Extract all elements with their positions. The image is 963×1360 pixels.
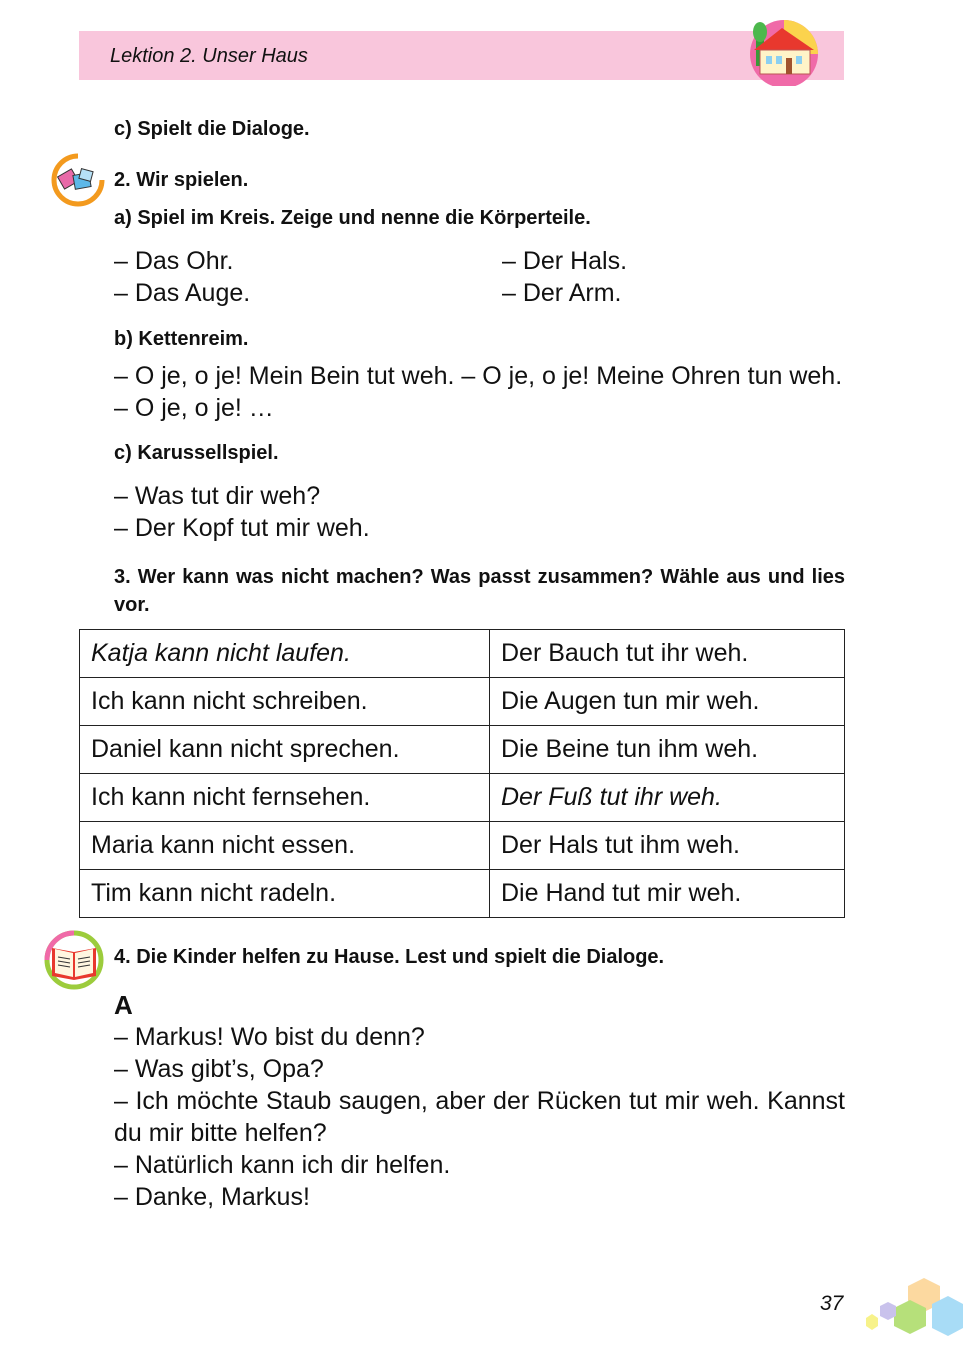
table-cell-right: Der Hals tut ihm weh. bbox=[490, 822, 845, 870]
table-cell-right: Der Fuß tut ihr weh. bbox=[490, 774, 845, 822]
table-cell-left: Daniel kann nicht sprechen. bbox=[80, 726, 490, 774]
table-cell-right: Die Augen tun mir weh. bbox=[490, 678, 845, 726]
task2-a-left-2: – Das Auge. bbox=[114, 279, 251, 307]
house-icon bbox=[742, 14, 822, 86]
task2-a-title: a) Spiel im Kreis. Zeige und nenne die Körperteile. bbox=[114, 207, 591, 229]
page-number: 37 bbox=[820, 1292, 844, 1315]
table-row bbox=[80, 870, 845, 918]
table-cell-left: Ich kann nicht schreiben. bbox=[80, 678, 490, 726]
table-cell-left: Maria kann nicht essen. bbox=[80, 822, 490, 870]
task2-c-line-1: – Was tut dir weh? bbox=[114, 482, 321, 510]
table-row bbox=[80, 822, 845, 870]
table-cell-right: Der Bauch tut ihr weh. bbox=[490, 630, 845, 678]
task2-b-title: b) Kettenreim. bbox=[114, 328, 249, 350]
table-row bbox=[80, 630, 845, 678]
lesson-title: Lektion 2. Unser Haus bbox=[110, 45, 308, 67]
c-spielt-dialoge-heading: c) Spielt die Dialoge. bbox=[114, 118, 310, 140]
table-row bbox=[80, 678, 845, 726]
dialog-line-2: – Was gibt’s, Opa? bbox=[114, 1055, 324, 1083]
table-cell-left: Tim kann nicht radeln. bbox=[80, 870, 490, 918]
task2-a-right-2: – Der Arm. bbox=[502, 279, 622, 307]
table-cell-right: Die Beine tun ihm weh. bbox=[490, 726, 845, 774]
task4-title: 4. Die Kinder helfen zu Hause. Lest und spielt die Dialoge. bbox=[114, 946, 665, 968]
decorative-hexagons-icon bbox=[862, 1278, 963, 1348]
task2-a-right-1: – Der Hals. bbox=[502, 247, 628, 275]
dialog-line-3: – Ich möchte Staub saugen, aber der Rücken tut mir weh. Kannst du mir bitte helfen? bbox=[114, 1087, 845, 1147]
dialog-line-4: – Natürlich kann ich dir helfen. bbox=[114, 1151, 451, 1179]
task3-title: 3. Wer kann was nicht machen? Was passt zusammen? Wähle aus und lies vor. bbox=[114, 566, 845, 616]
task2-b-text: – O je, o je! Mein Bein tut weh. – O je, o je! Meine Ohren tun weh. – O je, o je! … bbox=[114, 362, 843, 422]
matching-table bbox=[79, 629, 845, 918]
table-cell-right: Die Hand tut mir weh. bbox=[490, 870, 845, 918]
table-row bbox=[80, 774, 845, 822]
dialog-line-5: – Danke, Markus! bbox=[114, 1183, 310, 1211]
table-row bbox=[80, 726, 845, 774]
dialog-label: A bbox=[114, 990, 133, 1020]
table-cell-left: Katja kann nicht laufen. bbox=[80, 630, 490, 678]
task2-c-line-2: – Der Kopf tut mir weh. bbox=[114, 514, 370, 542]
game-cards-icon bbox=[50, 152, 106, 208]
task2-c-title: c) Karussellspiel. bbox=[114, 442, 279, 464]
task2-title: 2. Wir spielen. bbox=[114, 169, 249, 191]
dialog-line-1: – Markus! Wo bist du denn? bbox=[114, 1023, 425, 1051]
task2-a-left-1: – Das Ohr. bbox=[114, 247, 234, 275]
table-cell-left: Ich kann nicht fernsehen. bbox=[80, 774, 490, 822]
open-book-icon bbox=[44, 930, 104, 990]
